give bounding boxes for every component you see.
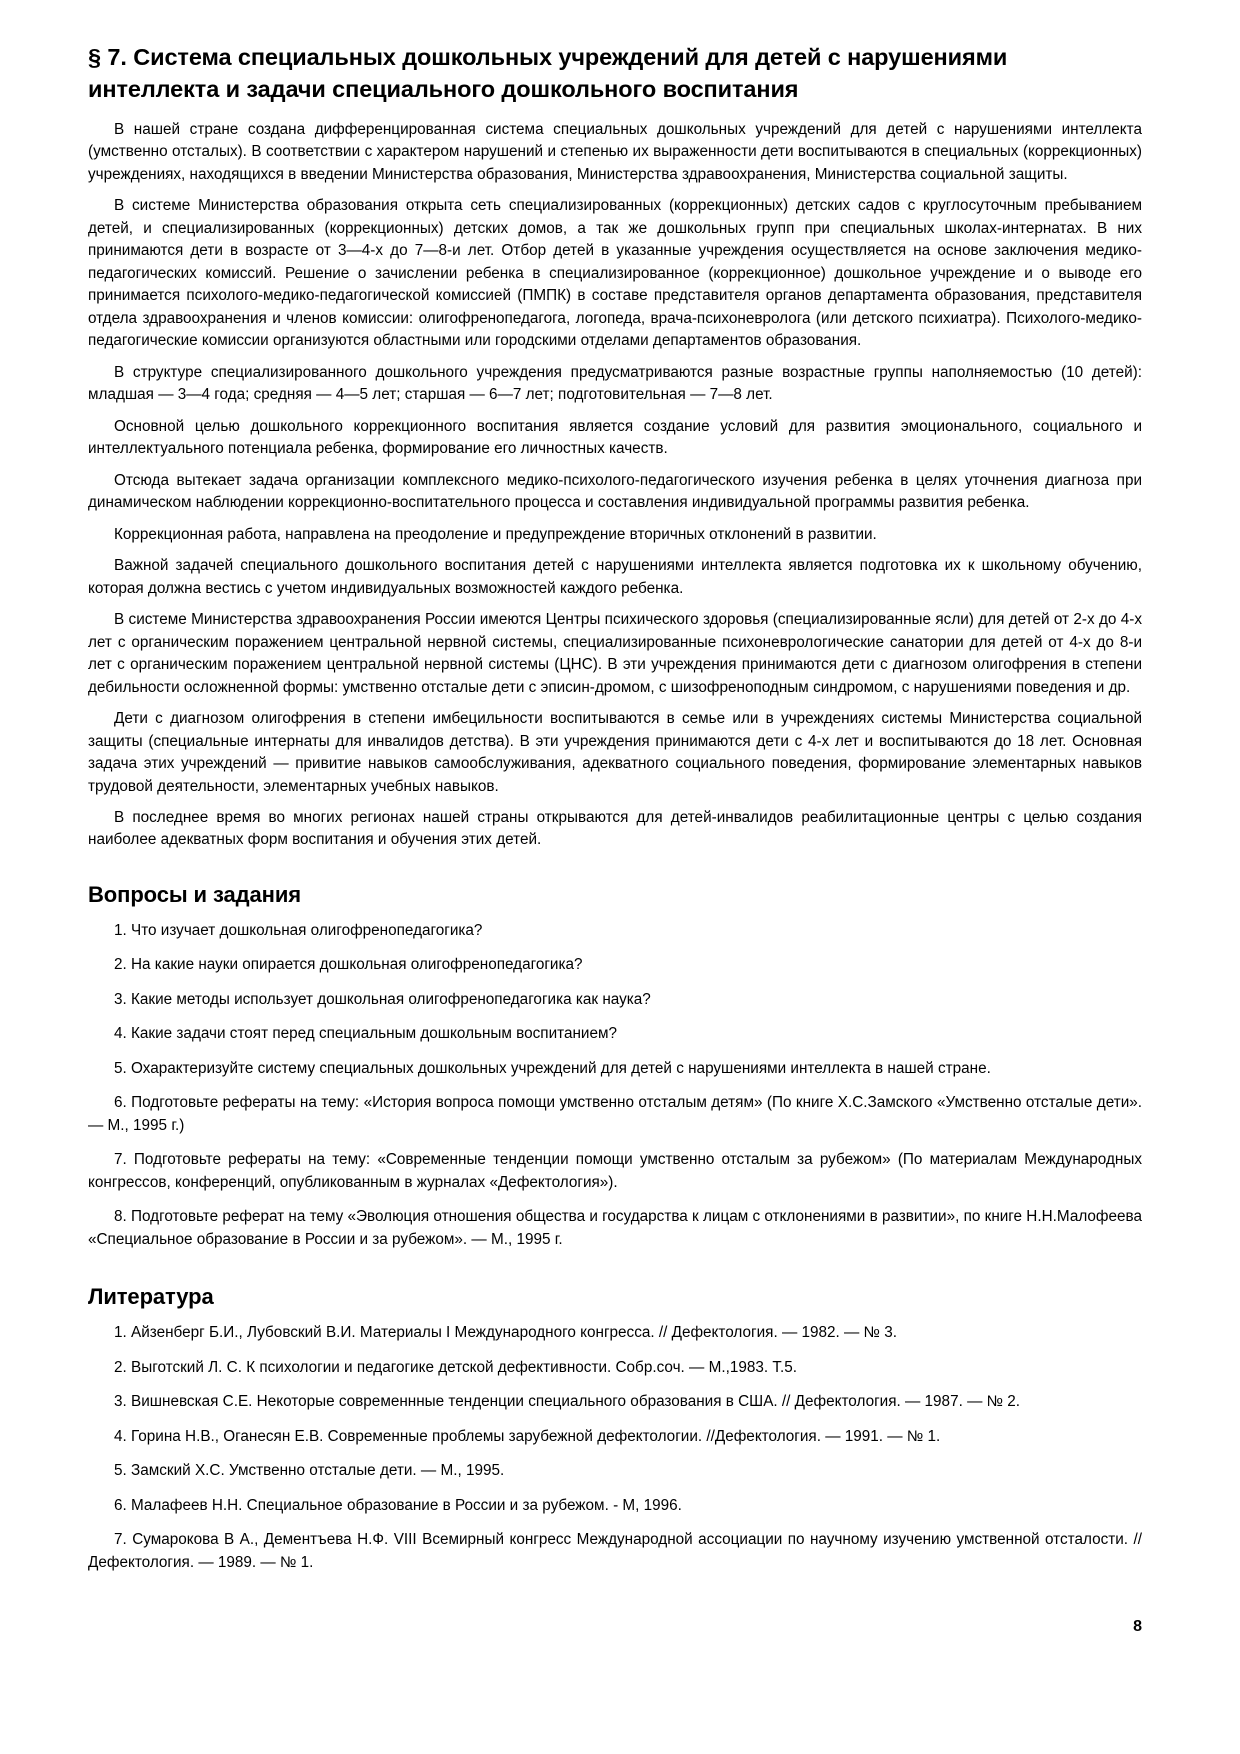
list-item: 1. Что изучает дошкольная олигофренопедагогика? [114,921,483,939]
body-paragraph: В структуре специализированного дошкольного учреждения предусматриваются разные возрастные группы наполняемостью (10 детей): младшая — 3—4 года; средняя — 4—5 лет; старшая — 6—7 лет; подготовительная — 7—8 лет. [88,363,1142,404]
page-number: 8 [1133,1618,1142,1635]
list-item: 6. Малафеев Н.Н. Специальное образование в России и за рубежом. - М, 1996. [114,1496,682,1514]
body-paragraph: В системе Министерства здравоохранения России имеются Центры психического здоровья (специализированные ясли) для детей от 2-х до 4-х лет с органическим поражением центральной нервной системы, специализированные психоневрологические санатории для детей от 4-х до 8-и лет с органическим поражением центральной нервной системы (ЦНС). В эти учреждения принимаются дети с диагнозом олигофрения в степени дебильности осложненной формы: умственно отсталые дети с эписин-дромом, с шизофреноподным синдромом, с нарушениями поведения и др. [88,611,1142,696]
list-item: 4. Горина Н.В., Оганесян Е.В. Современные проблемы зарубежной дефектологии. //Дефектология. — 1991. — № 1. [114,1427,941,1445]
literature-list [88,1322,1142,1574]
list-item: 7. Подготовьте рефераты на тему: «Современные тенденции помощи умственно отсталым за рубежом» (По материалам Международных конгрессов, конференций, опубликованным в журналах «Дефектология»). [88,1151,1142,1191]
list-item: 5. Замский Х.С. Умственно отсталые дети. — М., 1995. [114,1462,505,1480]
list-item: 2. На какие науки опирается дошкольная олигофренопедагогика? [114,956,583,974]
body-paragraph: Коррекционная работа, направлена на преодоление и предупреждение вторичных отклонений в развитии. [114,525,877,543]
list-item: 4. Какие задачи стоят перед специальным дошкольным воспитанием? [114,1025,617,1043]
body-paragraph: Дети с диагнозом олигофрения в степени имбецильности воспитываются в семье или в учреждениях системы Министерства социальной защиты (специальные интернаты для инвалидов детства). В эти учреждения принимаются дети с 4-х лет и воспитываются до 18 лет. Основная задача этих учреждений — привитие навыков самообслуживания, адекватного социального поведения, формирование элементарных навыков трудовой деятельности, элементарных учебных навыков. [88,710,1142,795]
body-paragraph: В нашей стране создана дифференцированная система специальных дошкольных учреждений для детей с нарушениями интеллекта (умственно отсталых). В соответствии с характером нарушений и степенью их выраженности дети воспитываются в специальных (коррекционных) учреждениях, находящихся в введении Министерства образования, Министерства здравоохранения, Министерства социальной защиты. [88,120,1142,183]
questions-heading: Вопросы и задания [88,881,302,907]
page-title: § 7. Система специальных дошкольных учреждений для детей с нарушениями интеллекта и задачи специального дошкольного воспитания [88,44,1008,102]
body-paragraph: В последнее время во многих регионах нашей страны открываются для детей-инвалидов реабилитационные центры с целью создания наиболее адекватных форм воспитания и обучения этих детей. [88,808,1142,849]
list-item: 1. Айзенберг Б.И., Лубовский В.И. Материалы I Международного конгресса. // Дефектология. — 1982. — № 3. [114,1324,897,1342]
list-item: 7. Сумарокова В А., Дементъева Н.Ф. VIII Всемирный конгресс Международной ассоциации по научному изучению умственной отсталости. // Дефектология. — 1989. — № 1. [88,1531,1142,1571]
list-item: 8. Подготовьте реферат на тему «Эволюция отношения общества и государства к лицам с отклонениями в развитии», по книге Н.Н.Малофеева «Специальное образование в России и за рубежом». — М., 1995 г. [88,1208,1142,1248]
body-text-block [88,119,1142,852]
list-item: 5. Охарактеризуйте систему специальных дошкольных учреждений для детей с нарушениями интеллекта в нашей стране. [114,1059,991,1077]
list-item: 3. Вишневская С.Е. Некоторые современнные тенденции специального образования в США. // Дефектология. — 1987. — № 2. [114,1393,1021,1411]
list-item: 3. Какие методы использует дошкольная олигофренопедагогика как наука? [114,990,651,1008]
body-paragraph: В системе Министерства образования открыта сеть специализированных (коррекционных) детских садов с круглосуточным пребыванием детей, и специализированных (коррекционных) детских домов, а так же дошкольных групп при специальных школах-интернатах. В них принимаются дети в возрасте от 3—4-х до 7—8-и лет. Отбор детей в указанные учреждения осуществляется на основе заключения медико-педагогических комиссий. Решение о зачислении ребенка в специализированное (коррекционное) дошкольное учреждение и о выводе его принимается психолого-медико-педагогической комиссией (ПМПК) в составе представителя органов департамента образования, представителя отдела здравоохранения и членов комиссии: олигофренопедагога, логопеда, врача-психоневролога (или детского психиатра). Психолого-медико-педагогические комиссии организуются областными или городскими отделами департаментов образования. [88,197,1142,350]
body-paragraph: Основной целью дошкольного коррекционного воспитания является создание условий для развития эмоционального, социального и интеллектуального потенциала ребенка, формирование его личностных качеств. [88,417,1142,458]
body-paragraph: Важной задачей специального дошкольного воспитания детей с нарушениями интеллекта является подготовка их к школьному обучению, которая должна вестись с учетом индивидуальных возможностей каждого ребенка. [88,557,1142,597]
questions-list [88,920,1142,1251]
list-item: 2. Выготский Л. С. К психологии и педагогике детской дефективности. Собр.соч. — М.,1983. Т.5. [114,1358,798,1376]
literature-heading: Литература [88,1284,214,1310]
body-paragraph: Отсюда вытекает задача организации комплексного медико-психолого-педагогического изучения ребенка в целях уточнения диагноза при динамическом наблюдении коррекционно-воспитательного процесса и составления индивидуальной программы развития ребенка. [88,471,1142,512]
list-item: 6. Подготовьте рефераты на тему: «История вопроса помощи умственно отсталым детям» (По книге Х.С.Замского «Умственно отсталые дети». — М., 1995 г.) [88,1094,1142,1134]
